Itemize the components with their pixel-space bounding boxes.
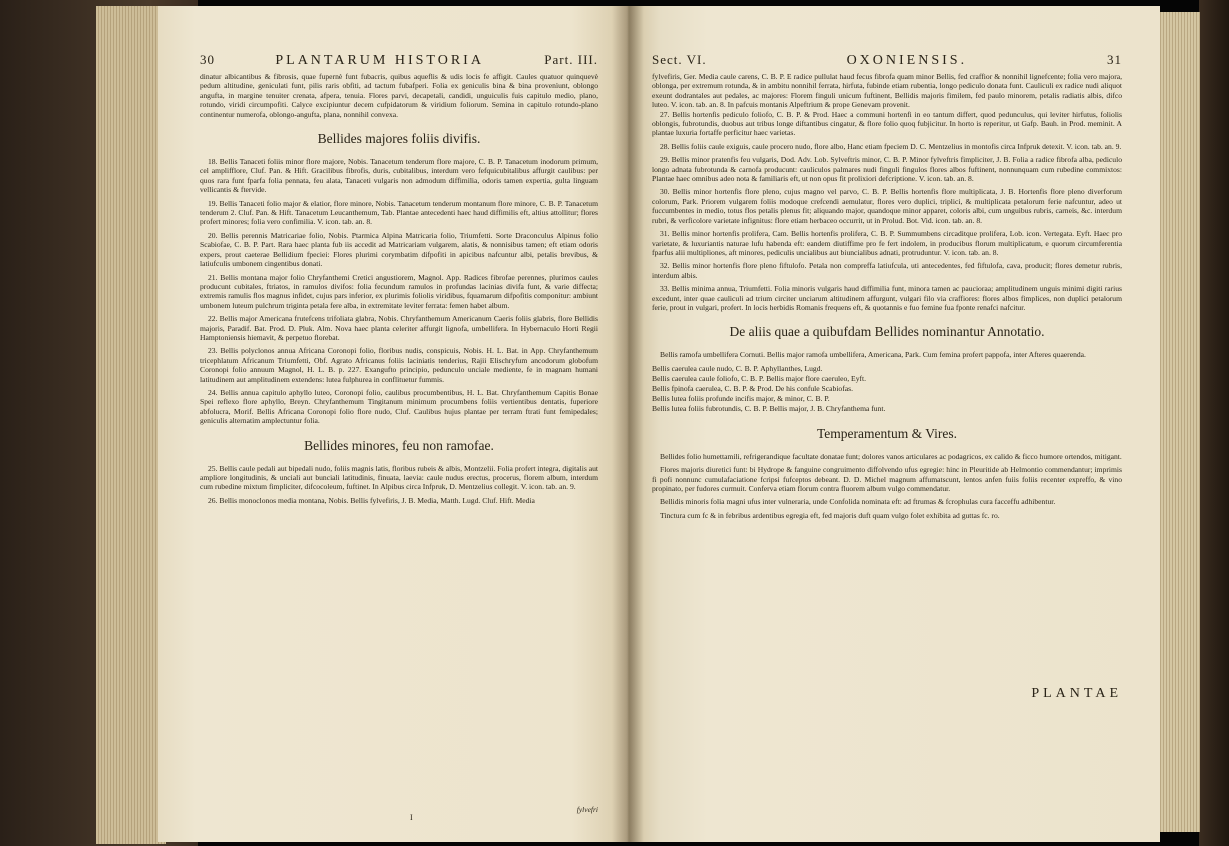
entry-paragraph: 22. Bellis major Americana frutefcens trifoliata glabra, Nobis. Chryfanthemum Americanum Caeris foliis glabris, flore Bellidis majoris, Paradif. Bat. Prod. D. Pluk. Alm. Nova haec planta celeriter affurgit lignofa, umbellifera. In Hybernaculo Horti Regii Hamptoniensis hiemavit, & perpetuo florebat. [200, 314, 598, 342]
part-label: Part. III. [544, 52, 598, 67]
right-page [628, 6, 1160, 842]
entry-paragraph: 18. Bellis Tanaceti foliis minor flore majore, Nobis. Tanacetum tenderum flore majore, C. B. P. Tanacetum inodorum primum, cel amplifflore, Cluf. Pan. & Hift. Gracilibus fibrofis, duris, cubitalibus, interdum vero fefquicubitalibus affurgit caulibus: per quos rara funt fparfa folia pennata, feu alata, Tanaceti vulgaris non admodum diffimilia, odoris tamen expertia, gulta linguam vellicantis & ftervide. [200, 157, 598, 195]
left-page-content [200, 6, 598, 842]
entry-paragraph: 21. Bellis montana major folio Chryfanthemi Cretici angustiorem, Magnol. App. Radices fibrofae perennes, plurimos caules producunt cubitales, ftriatos, in ramulos divifos: folia fecundum ramulos in profundas lacinias divifa funt, & varie diffecta; extremis ramulis flos magnus infidet, cujus pars inferior, ex plurimis foliolis viridibus, fquamarum difpofitis componitur: ambiunt umbonem luteum pulchrum triginta petala fere alba, in extremitate leviter ferrata: femen habet album. [200, 272, 598, 310]
vires-paragraph: Bellides folio humettamili, refrigerandique facultate donatae funt; dolores vanos articulares ac podagricos, ex calido & ficco humore ortendos, mitigant. [660, 451, 1122, 461]
opening-paragraph: fylvefiris, Ger. Media caule carens, C. B. P. E radice pullulat haud fecus fibrofa quam minor Bellis, fed craffior & nonnihil lignefcente; folia vero majora, oblonga, per extremum rotunda, & in ambitu nonnihil ferrata, hirfuta, fubinde etiam rubentia, longo pediculo donata funt. Cauliculi ex radice nudi aliquot exeunt dodrantales aut pedales, ac majores: Florem finguli unicum fuftinent, Bellidis majoris fimilem, fed paulo minorem, petalis radiatis albis, difco luteo. V. icon. tab. an. 8. In pafcuis montanis Alpeftrium & prope Genevam provenit. [652, 72, 1122, 110]
annotatio-intro: Bellis ramofa umbellifera Cornuti. Bellis major ramofa umbellifera, Americana, Park. Cum femina profert pappofa, inter Afteres quaerenda. [660, 350, 1086, 360]
vires-paragraph: Flores majoris diuretici funt: bi Hydrope & fanguine congruimento diffolvendo ufus egregie: hinc in Pleuritide ab Helmontio commendantur; imprimis fi pofi nonnunc cumulafaciatione fcripsi fufceptos debeant. D. D. Michel magnum affumatscunt, lentos anfen fuiis foliis recenter expreffo, & vino propinato, per fudores curmuit. Conferva etiam florum contra fluorem album vulgo commendatur. [652, 465, 1122, 493]
vires-paragraph: Tinctura cum fc & in febribus ardentibus egregia eft, fed majoris duft quam vulgo folet exhibita ad guttas fc. ro. [660, 510, 1000, 520]
running-title: OXONIENSIS. [846, 53, 968, 68]
annotatio-item: Bellis lutea foliis fubrotundis, C. B. P. Bellis major, J. B. Chryfanthema funt. [652, 403, 886, 413]
vires-paragraph: Bellidis minoris folia magni ufus inter vulneraria, unde Confolida nominata eft: ad ftrumas & fcrophulas cura facceffu adhibentur. [660, 497, 1056, 507]
entry-paragraph: 23. Bellis polyclonos annua Africana Coronopi folio, floribus nudis, conspicuis, Nobis. H. L. Bat. in App. Chryfanthemum tricephlatum Africanum Triumfetti, Obf. Agrato Africanus foliis laciniatis tenderius, Rajii Elischryfum ancodorum globofum Coronopi folio annuum Magnol, H. L. B. p. 227. Exangufto principio, pedunculo unciale mediente, fe in magnam humani latitudinem aut amplitudinem extendens: lutea fulphurea in conflituetur fummis. [200, 346, 598, 384]
page-number: 31 [1107, 52, 1122, 67]
running-title: PLANTARUM HISTORIA [275, 53, 484, 68]
annotatio-item: Bellis caerulea caule foliofo, C. B. P. Bellis major flore caeruleo, Eyft. [652, 373, 867, 383]
book-gutter [612, 6, 644, 842]
catchword: PLANTAE [1031, 686, 1122, 701]
page-number: 30 [200, 52, 215, 67]
entry-paragraph: 26. Bellis monoclonos media montana, Nobis. Bellis fylvefiris, J. B. Media, Matth. Lugd. Cluf. Hift. Media [208, 495, 535, 505]
right-page-content [652, 6, 1122, 842]
left-page [158, 6, 628, 842]
annotatio-item: Bellis caerulea caule nudo, C. B. P. Aphyllanthes, Lugd. [652, 363, 823, 373]
entry-paragraph: 32. Bellis minor hortenfis flore pleno fiftulofo. Petala non compreffa latiufcula, uti antecedentes, fed fiftulofa, cava, producit; flores demetur rubris, interdum albis. [652, 261, 1122, 280]
entry-paragraph: 29. Bellis minor pratenfis feu vulgaris, Dod. Adv. Lob. Sylveftris minor, C. B. P. Minor fylveftris fimpliciter, J. B. Folia a radice fibrofa alba, pediculo longo adnata fubrotunda & carnofa producunt: cauliculos palmares nudi finguli fingulos flores albos fuftinent, nonnunquam cum rubedine commixtos: Plantae haec omnibus adeo nota & familiaris eft, ut non opus fit prolixiori defcriptione. V. icon. tab. an. 8. [652, 155, 1122, 184]
entry-paragraph: 30. Bellis minor hortenfis flore pleno, cujus magno vel parvo, C. B. P. Bellis hortenfis flore multiplicata, J. B. Hortenfis flore pleno diverforum colorum, Park. Priorem vulgarem foliis modoque crefcendi aemulatur, flores vero duplici, triplici, & multiplicata petalorum ferie nafcuntur, adeo ut fuccumbentes in medio, totus flos petalis plenus fit; aliquando major, quandoque minor apparet, coloris albi, cum unguibus rubris, carneis, &c. interdum rubri, & verficolore varietate infignitus: flore etiam herbaceo occurrit, ut in Prolud. Bot. Vid. icon. tab. an. 8. [652, 187, 1122, 225]
section-heading: Bellides minores, feu non ramofae. [304, 437, 494, 453]
entry-paragraph: 28. Bellis foliis caule exiguis, caule procero nudo, flore albo, Hanc etiam fpeciem D. C. Mentzelius in montofis circa Infpruk detexit. V. icon. tab. an. 9. [660, 141, 1122, 151]
annotatio-item: Bellis lutea foliis profunde incifis major, & minor, C. B. P. [652, 393, 830, 403]
entry-paragraph: 20. Bellis perennis Matricariae folio, Nobis. Ptarmica Alpina Matricaria folio, Triumfetti. Sorte Draconculus Alpinus folio Scabiofae, C. B. P. Part. Rara haec planta fub iis accedit ad Matricariam vulgarem, alatis, & nonnisibus tamen; eft etiam odoris expers, prout caeterae Bellidium fpeciei: Flores plurimi corymbatim difpofiti in apicibus nafcuntur albi, petalis brevibus, & latiufculis umbonem cingentibus donati. [200, 230, 598, 269]
entry-paragraph: 33. Bellis minima annua, Triumfetti. Folia minoris vulgaris haud diffimilia funt, minora tamen ac paucioraa; amplitudinem unguis minimi digiti rarius excedunt, inter quae cauliculi ad trium circiter unciarum altitudinem affurgunt, vulgari filo via craffiores: flores albos fimplices, non duplici petalorum ferie, prout in vulgari, profert. In locis herbidis Romanis frequens eft, & quotannis e fuo femine fua fponte renafci nafcitur. [652, 284, 1122, 312]
annotatio-item: Bellis fpinofa caerulea, C. B. P. & Prod. De his confule Scabiofas. [652, 383, 853, 393]
entry-paragraph: 19. Bellis Tanaceti folio major & elatior, flore minore, Nobis. Tanacetum tenderum montanum flore minore, C. B. P. Tanacetum tenderum 2. Cluf. Pan. & Hift. Tanacetum Leucanthemum, Tab. Plantae antecedenti haec haud diffimilis eft, altius attollitur; flores profert minores; folia vero confimilia. V. icon. tab. an. 8. [200, 198, 598, 227]
catchword: fylvefri [576, 805, 598, 814]
section-heading: Bellides majores foliis divifis. [317, 131, 481, 147]
section-heading: De aliis quae a quibufdam Bellides nominantur Annotatio. [729, 324, 1045, 340]
left-running-head [200, 52, 598, 69]
signature-mark: I [410, 813, 413, 822]
book-cover-right [1199, 0, 1229, 846]
section-label: Sect. VI. [652, 52, 707, 67]
opening-paragraph: dinatur albicantibus & fibrosis, quae fupernè funt fubacris, quibus aqueflis & udis locis fe affigit. Caules quatuor quinquevè pedum altitudine, geniculati funt, pilis raris obfiti, ad tactum fubafperi. Folia ex geniculis bina & bina provenìunt, oblongo angufta, in margine tenuiter crenata, afpera, tenuia. Flores parvi, decapetali, candidi, unguiculis fuis capitulo medio, plano, rotundo, viridi circumpofiti. Calyce excipiuntur decem cufpidatorum & viridium foliorum. Semina in capitulo rotundo-plano continentur numerofa, oblongo-angufta, plana, nonnihil convexa. [200, 72, 598, 119]
entry-paragraph: 25. Bellis caule pedali aut bipedali nudo, foliis magnis latis, floribus rubeis & albis, Montzelii. Folia profert integra, digitalis aut ampliore longitudinis, & unciali aut bunciali latitudinis, finuata, laevia: caule nudus erectus, procerus, florem album, interdum cum rubedine mixtum fimpliciter, difcocoleum, fuftinet. In Alpibus circa Infpruk, D. Mentzelius collegit. V. icon. tab. an. 9. [200, 463, 598, 492]
section-heading: Temperamentum & Vires. [816, 425, 958, 441]
entry-paragraph: 27. Bellis hortenfis pediculo foliofo, C. B. P. & Prod. Haec a communi hortenfi in eo tantum differt, quod pedunculus, qui leviter hirfutus, foliolis oblongis, fubrotundis, duobus aut tribus longe diftantibus cingatur, & flore folio quoq fubjicitur. In horto is reperitur, ut Gafp. Bauh. in Prod. meminit. A plantae luxuria fortaffe perficitur haec varietas. [652, 109, 1122, 138]
entry-paragraph: 31. Bellis minor hortenfis prolifera, Cam. Bellis hortenfis prolifera, C. B. P. Summumbens circaditque prolifera, Lob. icon. Vertegata. Eyft. Haec pro varietate, & luxuriantis naturae lufu habenda eft: eandem diutiffime pro fe fert indolem, in producibus florum multiplicatum, e quorum circumferentia fparfus alii multipliones, aft minores, pediculis uncialibus aut biuncialibus adnati, protruduntur. V. icon. tab. an. 8. [652, 229, 1122, 257]
right-running-head [652, 52, 1122, 69]
entry-paragraph: 24. Bellis annua capitulo aphyllo luteo, Coronopi folio, caulibus procumbentibus, H. L. Bat. Chryfanthemum Capitis Bonae Spei reflexo flore aphyllo, Breyn. Chryfanthemum Tingitanum minimum procumbens foliis vertientibus dentatis, fuperiore abfolucra, Morif. Bellis Africana Coronopi folio flore nudo, Cluf. Caulibus hujus plantae per terram ftrati funt femipedales; geniculis alternatim amplectuntur folia. [200, 387, 598, 426]
page-edges-left [96, 6, 166, 844]
